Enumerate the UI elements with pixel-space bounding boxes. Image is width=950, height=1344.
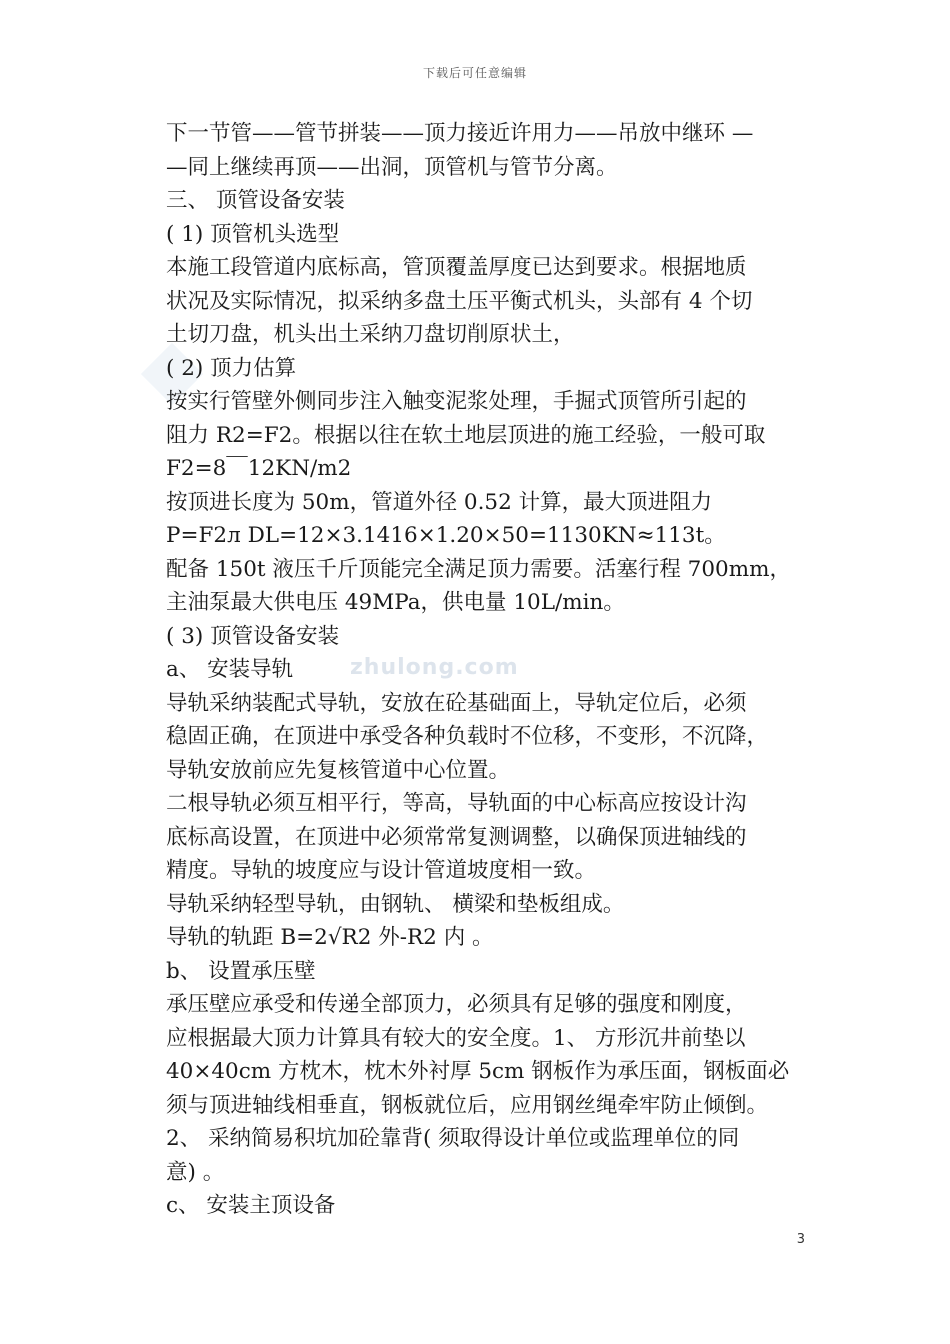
document-body [166, 117, 816, 1223]
item-heading: a、 安装导轨 [166, 657, 294, 682]
subsection-heading: ( 3) 顶管设备安装 [166, 623, 340, 649]
text-line: 按顶进长度为 50m，管道外径 0.52 计算，最大顶进阻力 [166, 489, 713, 515]
formula-line: 导轨的轨距 B=2√R2 外-R2 内 。 [166, 925, 494, 950]
text-line: 40×40cm 方枕木，枕木外衬厚 5cm 钢板作为承压面，钢板面必 [166, 1059, 790, 1084]
text-line: —同上继续再顶——出洞，顶管机与管节分离。 [166, 154, 618, 180]
text-line: 承压壁应承受和传递全部顶力，必须具有足够的强度和刚度， [166, 992, 747, 1017]
subsection-heading: ( 2) 顶力估算 [166, 355, 297, 381]
text-line: 状况及实际情况，拟采纳多盘土压平衡式机头，头部有 4 个切 [166, 288, 753, 314]
text-line: 2、 采纳简易积坑加砼靠背( 须取得设计单位或监理单位的同 [166, 1126, 740, 1151]
text-line: 土切刀盘，机头出土采纳刀盘切削原状土， [166, 322, 575, 347]
text-line: 意) 。 [166, 1159, 225, 1185]
text-line: 下一节管——管节拼装——顶力接近许用力——吊放中继环 — [166, 121, 754, 146]
formula-line: P=F2л DL=12×3.1416×1.20×50=1130KN≈113t。 [166, 523, 726, 548]
text-line: 稳固正确，在顶进中承受各种负载时不位移，不变形，不沉降， [166, 724, 769, 749]
formula-line: F2=8￣12KN/m2 [166, 456, 352, 481]
watermark-text: zhulong.com [350, 655, 519, 680]
page-header: 下载后可任意编辑 [422, 66, 527, 80]
section-heading: 三、 顶管设备安装 [166, 188, 345, 213]
text-line: 底标高设置，在顶进中必须常常复测调整，以确保顶进轴线的 [166, 824, 747, 850]
text-line: 本施工段管道内底标高，管顶覆盖厚度已达到要求。根据地质 [166, 255, 747, 280]
text-line: 阻力 R2=F2。根据以往在软土地层顶进的施工经验，一般可取 [166, 422, 766, 448]
text-line: 应根据最大顶力计算具有较大的安全度。1、 方形沉井前垫以 [166, 1025, 746, 1051]
page-number: 3 [796, 1232, 805, 1247]
item-heading: c、 安装主顶设备 [166, 1193, 336, 1218]
text-line: 主油泵最大供电压 49MPa，供电量 10L/min。 [166, 590, 625, 615]
text-line: 精度。导轨的坡度应与设计管道坡度相一致。 [166, 858, 597, 883]
text-line: 二根导轨必须互相平行，等高，导轨面的中心标高应按设计沟 [166, 791, 747, 816]
text-line: 须与顶进轴线相垂直，钢板就位后，应用钢丝绳牵牢防止倾倒。 [166, 1092, 769, 1118]
text-line: 导轨采纳轻型导轨，由钢轨、 横梁和垫板组成。 [166, 891, 625, 917]
text-line: 导轨采纳装配式导轨，安放在砼基础面上，导轨定位后，必须 [166, 690, 747, 716]
text-line: 配备 150t 液压千斤顶能完全满足顶力需要。活塞行程 700mm， [166, 556, 791, 582]
subsection-heading: ( 1) 顶管机头选型 [166, 221, 340, 247]
item-heading: b、 设置承压壁 [166, 958, 316, 984]
text-line: 导轨安放前应先复核管道中心位置。 [166, 757, 511, 783]
text-line: 按实行管壁外侧同步注入触变泥浆处理，手掘式顶管所引起的 [166, 389, 747, 414]
